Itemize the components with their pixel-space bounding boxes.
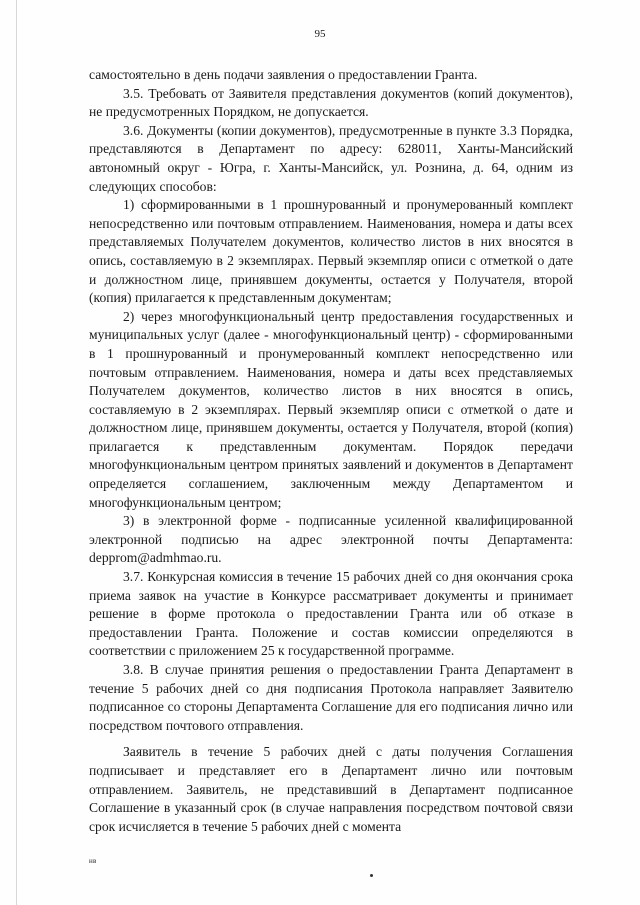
- page-number: 95: [314, 28, 326, 40]
- paragraph-3-5: 3.5. Требовать от Заявителя представления документов (копий документов), не предусмотренных Порядком, не допускается.: [89, 85, 573, 120]
- list-item-3: 3) в электронной форме - подписанные усиленной квалифицированной электронной подписью на адрес электронной почты Департамента: depprom@admhmao.ru.: [89, 513, 573, 566]
- scan-dot: [370, 874, 373, 877]
- document-body: [89, 66, 573, 836]
- footer-mark: нв: [89, 857, 97, 865]
- list-item-1: 1) сформированными в 1 прошнурованный и пронумерованный комплект непосредственно или почтовым отправлением. Наименования, номера и даты всех представляемых Получателем документов, количество листов в них вносятся в опись, составляемую в 2 экземплярах. Первый экземпляр описи с отметкой о дате и должностном лице, принявшем документы, остается у Получателя, второй (копия) прилагается к представленным документам;: [89, 197, 573, 306]
- paragraph-applicant: Заявитель в течение 5 рабочих дней с даты получения Соглашения подписывает и представляет его в Департамент лично или почтовым отправлением. Заявитель, не представивший в Департамент подписанное Соглашение в указанный срок (в случае направления посредством почтовой связи срок исчисляется в течение 5 рабочих дней с момента: [89, 744, 573, 834]
- paragraph-3-8: 3.8. В случае принятия решения о предоставлении Гранта Департамент в течение 5 рабочих дней со дня подписания Протокола направляет Заявителю подписанное со стороны Департамента Соглашение для его подписания лично или посредством почтового отправления.: [89, 662, 573, 733]
- paragraph-3-6: 3.6. Документы (копии документов), предусмотренные в пункте 3.3 Порядка, представляются в Департамент по адресу: 628011, Ханты-Мансийский автономный округ - Югра, г. Ханты-Мансийск, ул. Рознина, д. 64, одним из следующих способов:: [89, 122, 573, 194]
- paragraph-3-7: 3.7. Конкурсная комиссия в течение 15 рабочих дней со дня окончания срока приема заявок на участие в Конкурсе рассматривает документы и принимает решение в форме протокола о предоставлении Гранта или об отказе в предоставлении Гранта. Положение и состав комиссии определяются в соответствии с приложением 25 к государственной программе.: [89, 569, 573, 659]
- list-item-2: 2) через многофункциональный центр предоставления государственных и муниципальных услуг (далее - многофункциональный центр) - сформированными в 1 прошнурованный и пронумерованный комплект непосредственно или почтовым отправлением. Наименования, номера и даты всех представляемых Получателем документов, количество листов в них вносятся в опись, составляемую в 2 экземплярах. Первый экземпляр описи с отметкой о дате и должностном лице, принявшем документы, остается у Получателя, второй (копия) прилагается к представленным документам. Порядок передачи многофункциональным центром принятых заявлений и документов в Департамент определяется соглашением, заключенным между Департаментом и многофункциональным центром;: [89, 308, 573, 510]
- scan-edge-line: [16, 0, 17, 905]
- paragraph-continuation: самостоятельно в день подачи заявления о предоставлении Гранта.: [89, 67, 478, 82]
